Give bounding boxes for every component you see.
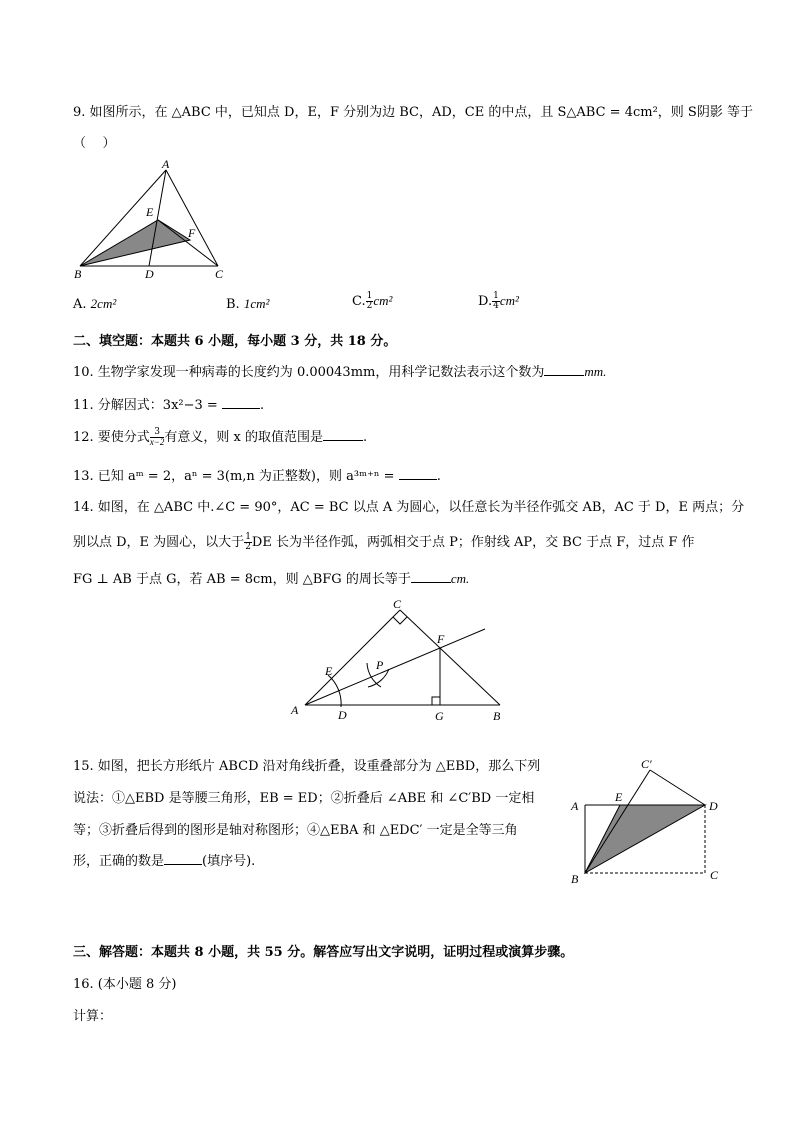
q14-label-A: A <box>291 703 299 717</box>
section2-heading: 二、填空题：本题共 6 小题，每小题 3 分，共 18 分。 <box>73 334 397 349</box>
q14-label-E: E <box>325 664 333 678</box>
q15-label-B: B <box>571 872 579 886</box>
q14-line1: 14. 如图，在 △ABC 中.∠C = 90°，AC = BC 以点 A 为圆心，以任意长为半径作弧交 AB，AC 于 D，E 两点；分 <box>73 500 745 515</box>
q11: 11. 分解因式：3x²−3 = . <box>73 398 265 413</box>
q15-label-A: A <box>571 799 579 813</box>
q9-label-C: C <box>215 267 224 281</box>
q15-line4: 形，正确的数是 (填序号). <box>73 854 256 869</box>
q9-label-F: F <box>188 226 196 240</box>
q14-answer-blank[interactable] <box>411 570 451 583</box>
q15-label-C: C <box>710 868 719 882</box>
q9-figure <box>70 158 240 283</box>
section3-heading: 三、解答题：本题共 8 小题，共 55 分。解答应写出文字说明，证明过程或演算步骤。 <box>73 945 574 960</box>
q14-label-F: F <box>437 632 445 646</box>
q14-label-G: G <box>435 709 444 723</box>
q14-label-B: B <box>493 709 501 723</box>
q13-answer-blank[interactable] <box>399 467 437 480</box>
q15-answer-blank[interactable] <box>164 852 202 865</box>
q14-line2: 别以点 D，E 为圆心，以大于 $\frac{1}{2}$ DE 长为半径作弧，两弧相交于点 P；作射线 AP，交 BC 于点 F，过点 F 作 <box>73 532 695 552</box>
q13: 13. 已知 aᵐ = 2，aⁿ = 3(m,n 为正整数)，则 a³ᵐ⁺ⁿ = . <box>73 469 441 484</box>
q9-shaded-triangle <box>80 220 190 266</box>
q9-label-B: B <box>74 267 82 281</box>
q11-answer-blank[interactable] <box>222 396 260 409</box>
q10-answer-blank[interactable] <box>544 363 584 376</box>
q14-label-C: C <box>393 597 402 611</box>
q9-label-A: A <box>162 158 170 171</box>
q10: 10. 生物学家发现一种病毒的长度约为 0.00043mm，用科学记数法表示这个数为 mm. <box>73 364 607 380</box>
q14-line3: FG ⊥ AB 于点 G，若 AB = 8cm，则 △BFG 的周长等于 cm. <box>73 571 470 587</box>
q15-shaded-triangle <box>585 805 705 873</box>
q14-label-D: D <box>338 708 347 722</box>
q15-line2: 说法：①△EBD 是等腰三角形，EB = ED；②折叠后 ∠ABE 和 ∠C′BD 一定相 <box>73 791 535 806</box>
q15-label-C-prime: C′ <box>641 757 652 771</box>
q9-label-D: D <box>145 267 154 281</box>
q16-subtitle: 计算： <box>73 1009 113 1024</box>
q15-label-E: E <box>615 790 623 804</box>
q9-option-b[interactable]: B. 1cm² <box>226 296 270 312</box>
q9-label-E: E <box>146 205 154 219</box>
q15-line3: 等；③折叠后得到的图形是轴对称图形；④△EBA 和 △EDC′ 一定是全等三角 <box>73 823 518 838</box>
q9-option-a[interactable]: A. 2cm² <box>73 296 117 312</box>
q16-title: 16. (本小题 8 分) <box>73 977 177 992</box>
q15-figure <box>565 755 725 890</box>
q9-stem-line2: （ ） <box>73 136 116 151</box>
q15-label-D: D <box>709 799 718 813</box>
q12-answer-blank[interactable] <box>323 428 363 441</box>
q9-stem-line1: 9. 如图所示，在 △ABC 中，已知点 D，E，F 分别为边 BC，AD，CE 的中点，且 S△ABC = 4cm²，则 S阴影 等于 <box>73 105 753 120</box>
q14-figure <box>285 595 515 730</box>
q9-option-d[interactable]: D. $\frac{1}{4}$ cm² <box>478 291 519 311</box>
q9-option-c[interactable]: C. $\frac{1}{2}$ cm² <box>352 291 393 311</box>
q15-line1: 15. 如图，把长方形纸片 ABCD 沿对角线折叠，设重叠部分为 △EBD，那么下列 <box>73 759 541 774</box>
q12: 12. 要使分式 $\frac{3}{x-2}$ 有意义，则 x 的取值范围是 . <box>73 427 368 447</box>
q14-label-P: P <box>376 658 384 672</box>
